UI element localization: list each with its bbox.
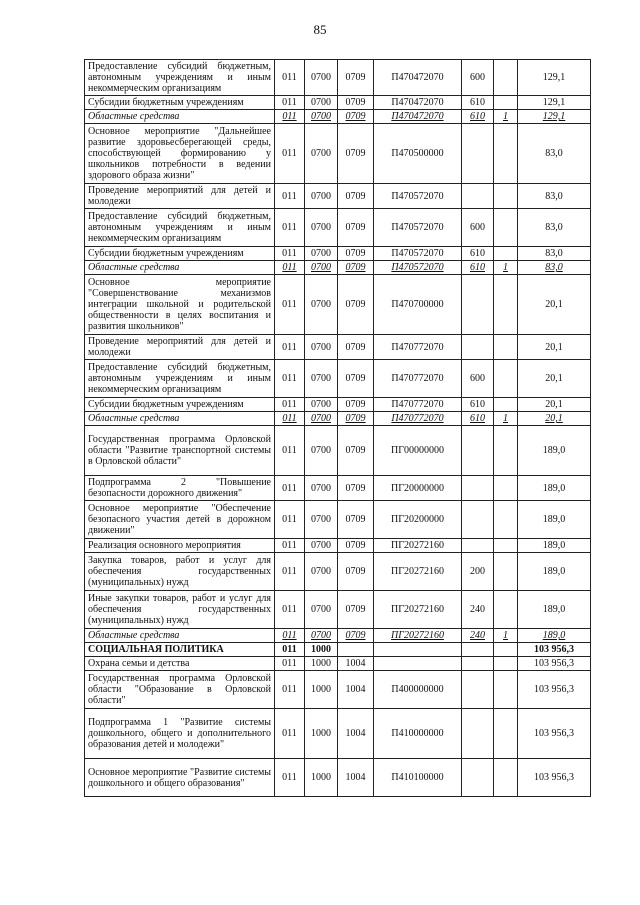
item-name-cell: Субсидии бюджетным учреждениям [85, 398, 275, 412]
subsection-code-cell: 0709 [338, 360, 374, 398]
section-code-cell: 0700 [305, 184, 338, 209]
table-row [85, 759, 591, 797]
target-article-cell: ПГ00000000 [374, 426, 462, 476]
amount-cell: 83,0 [518, 209, 591, 247]
grbs-code-cell: 011 [275, 759, 305, 797]
funding-source-cell [494, 709, 518, 759]
section-code-cell: 0700 [305, 275, 338, 335]
section-code-cell: 1000 [305, 759, 338, 797]
item-name-cell: Основное мероприятие "Развитие системы дошкольного и общего образования" [85, 759, 275, 797]
funding-source-cell [494, 360, 518, 398]
target-article-cell: ПГ20000000 [374, 476, 462, 501]
expense-type-cell [462, 759, 494, 797]
subsection-code-cell: 0709 [338, 629, 374, 643]
section-code-cell: 0700 [305, 539, 338, 553]
target-article-cell: П470472070 [374, 110, 462, 124]
expense-type-cell [462, 671, 494, 709]
funding-source-cell [494, 96, 518, 110]
target-article-cell: П470572070 [374, 209, 462, 247]
section-code-cell: 0700 [305, 412, 338, 426]
target-article-cell: П470472070 [374, 60, 462, 96]
section-code-cell: 1000 [305, 671, 338, 709]
grbs-code-cell: 011 [275, 643, 305, 657]
table-row [85, 476, 591, 501]
target-article-cell [374, 657, 462, 671]
expense-type-cell: 600 [462, 60, 494, 96]
funding-source-cell [494, 553, 518, 591]
funding-source-cell [494, 184, 518, 209]
table-row [85, 643, 591, 657]
section-code-cell: 0700 [305, 247, 338, 261]
subsection-code-cell: 0709 [338, 184, 374, 209]
table-row [85, 412, 591, 426]
expense-type-cell [462, 275, 494, 335]
amount-cell: 189,0 [518, 426, 591, 476]
expense-type-cell: 600 [462, 360, 494, 398]
target-article-cell: П470572070 [374, 184, 462, 209]
expense-type-cell: 610 [462, 96, 494, 110]
grbs-code-cell: 011 [275, 96, 305, 110]
table-row [85, 124, 591, 184]
section-code-cell: 0700 [305, 591, 338, 629]
expense-type-cell [462, 657, 494, 671]
subsection-code-cell: 0709 [338, 124, 374, 184]
subsection-code-cell: 0709 [338, 591, 374, 629]
funding-source-cell [494, 426, 518, 476]
funding-source-cell [494, 671, 518, 709]
amount-cell: 83,0 [518, 247, 591, 261]
table-row [85, 709, 591, 759]
target-article-cell: П470772070 [374, 360, 462, 398]
target-article-cell: П470772070 [374, 412, 462, 426]
grbs-code-cell: 011 [275, 124, 305, 184]
section-code-cell: 0700 [305, 124, 338, 184]
amount-cell: 20,1 [518, 360, 591, 398]
expense-type-cell: 610 [462, 247, 494, 261]
amount-cell: 103 956,3 [518, 759, 591, 797]
table-row [85, 275, 591, 335]
amount-cell: 129,1 [518, 96, 591, 110]
grbs-code-cell: 011 [275, 657, 305, 671]
expense-type-cell [462, 476, 494, 501]
funding-source-cell: 1 [494, 412, 518, 426]
item-name-cell: Субсидии бюджетным учреждениям [85, 247, 275, 261]
section-code-cell: 0700 [305, 335, 338, 360]
grbs-code-cell: 011 [275, 275, 305, 335]
section-code-cell: 1000 [305, 657, 338, 671]
subsection-code-cell: 0709 [338, 501, 374, 539]
item-name-cell: СОЦИАЛЬНАЯ ПОЛИТИКА [85, 643, 275, 657]
expense-type-cell: 610 [462, 398, 494, 412]
subsection-code-cell: 1004 [338, 759, 374, 797]
subsection-code-cell: 0709 [338, 261, 374, 275]
expense-type-cell [462, 539, 494, 553]
expense-type-cell [462, 709, 494, 759]
target-article-cell: ПГ20272160 [374, 553, 462, 591]
amount-cell: 103 956,3 [518, 709, 591, 759]
funding-source-cell [494, 501, 518, 539]
section-code-cell: 0700 [305, 501, 338, 539]
grbs-code-cell: 011 [275, 360, 305, 398]
item-name-cell: Основное мероприятие "Обеспечение безопасного участия детей в дорожном движении" [85, 501, 275, 539]
table-row [85, 60, 591, 96]
grbs-code-cell: 011 [275, 261, 305, 275]
section-code-cell: 0700 [305, 96, 338, 110]
funding-source-cell: 1 [494, 629, 518, 643]
amount-cell: 189,0 [518, 591, 591, 629]
expense-type-cell [462, 335, 494, 360]
amount-cell: 189,0 [518, 501, 591, 539]
item-name-cell: Областные средства [85, 412, 275, 426]
funding-source-cell [494, 539, 518, 553]
grbs-code-cell: 011 [275, 553, 305, 591]
subsection-code-cell: 0709 [338, 539, 374, 553]
target-article-cell: П470500000 [374, 124, 462, 184]
subsection-code-cell: 0709 [338, 60, 374, 96]
section-code-cell: 0700 [305, 261, 338, 275]
expense-type-cell: 240 [462, 629, 494, 643]
expense-type-cell [462, 643, 494, 657]
funding-source-cell [494, 247, 518, 261]
target-article-cell: П470572070 [374, 247, 462, 261]
item-name-cell: Проведение мероприятий для детей и молодежи [85, 184, 275, 209]
subsection-code-cell: 0709 [338, 426, 374, 476]
subsection-code-cell: 1004 [338, 657, 374, 671]
subsection-code-cell: 0709 [338, 275, 374, 335]
target-article-cell: ПГ20272160 [374, 629, 462, 643]
subsection-code-cell: 1004 [338, 671, 374, 709]
item-name-cell: Субсидии бюджетным учреждениям [85, 96, 275, 110]
funding-source-cell [494, 275, 518, 335]
section-code-cell: 0700 [305, 629, 338, 643]
amount-cell: 189,0 [518, 553, 591, 591]
section-code-cell: 1000 [305, 709, 338, 759]
amount-cell: 103 956,3 [518, 657, 591, 671]
funding-source-cell [494, 124, 518, 184]
amount-cell: 103 956,3 [518, 671, 591, 709]
subsection-code-cell: 0709 [338, 209, 374, 247]
item-name-cell: Государственная программа Орловской области "Развитие транспортной системы в Орловской области" [85, 426, 275, 476]
funding-source-cell [494, 591, 518, 629]
funding-source-cell [494, 476, 518, 501]
table-row [85, 657, 591, 671]
subsection-code-cell: 0709 [338, 412, 374, 426]
table-row [85, 671, 591, 709]
subsection-code-cell: 0709 [338, 110, 374, 124]
target-article-cell: П470700000 [374, 275, 462, 335]
grbs-code-cell: 011 [275, 476, 305, 501]
funding-source-cell [494, 657, 518, 671]
section-code-cell: 0700 [305, 209, 338, 247]
target-article-cell: П410000000 [374, 709, 462, 759]
amount-cell: 20,1 [518, 275, 591, 335]
table-row [85, 501, 591, 539]
target-article-cell: П470772070 [374, 398, 462, 412]
item-name-cell: Предоставление субсидий бюджетным, автономным учреждениям и иным некоммерческим организациям [85, 360, 275, 398]
subsection-code-cell: 0709 [338, 398, 374, 412]
item-name-cell: Основное мероприятие "Совершенствование механизмов интеграции школьной и родительской общественности в целях воспитания и развития школьников" [85, 275, 275, 335]
table-row [85, 591, 591, 629]
section-code-cell: 0700 [305, 360, 338, 398]
amount-cell: 129,1 [518, 60, 591, 96]
amount-cell: 20,1 [518, 335, 591, 360]
section-code-cell: 0700 [305, 476, 338, 501]
expense-type-cell: 610 [462, 110, 494, 124]
grbs-code-cell: 011 [275, 335, 305, 360]
table-row [85, 360, 591, 398]
grbs-code-cell: 011 [275, 398, 305, 412]
target-article-cell: П400000000 [374, 671, 462, 709]
table-row [85, 335, 591, 360]
funding-source-cell [494, 335, 518, 360]
funding-source-cell [494, 209, 518, 247]
target-article-cell: П410100000 [374, 759, 462, 797]
item-name-cell: Подпрограмма 2 "Повышение безопасности дорожного движения" [85, 476, 275, 501]
section-code-cell: 0700 [305, 398, 338, 412]
amount-cell: 189,0 [518, 539, 591, 553]
grbs-code-cell: 011 [275, 184, 305, 209]
grbs-code-cell: 011 [275, 709, 305, 759]
target-article-cell: ПГ20272160 [374, 539, 462, 553]
expense-type-cell: 610 [462, 412, 494, 426]
expense-type-cell [462, 501, 494, 539]
table-row [85, 209, 591, 247]
budget-table-body [85, 60, 591, 797]
funding-source-cell [494, 398, 518, 412]
amount-cell: 189,0 [518, 476, 591, 501]
table-row [85, 261, 591, 275]
section-code-cell: 0700 [305, 426, 338, 476]
item-name-cell: Основное мероприятие "Дальнейшее развитие здоровьесберегающей среды, способствующей формированию у школьников потребности в ведении здорового образа жизни" [85, 124, 275, 184]
grbs-code-cell: 011 [275, 426, 305, 476]
grbs-code-cell: 011 [275, 110, 305, 124]
item-name-cell: Иные закупки товаров, работ и услуг для обеспечения государственных (муниципальных) нужд [85, 591, 275, 629]
target-article-cell: П470472070 [374, 96, 462, 110]
item-name-cell: Областные средства [85, 110, 275, 124]
amount-cell: 20,1 [518, 412, 591, 426]
expense-type-cell [462, 184, 494, 209]
amount-cell: 83,0 [518, 124, 591, 184]
item-name-cell: Областные средства [85, 261, 275, 275]
subsection-code-cell: 0709 [338, 96, 374, 110]
expense-type-cell: 610 [462, 261, 494, 275]
section-code-cell: 1000 [305, 643, 338, 657]
funding-source-cell [494, 759, 518, 797]
amount-cell: 20,1 [518, 398, 591, 412]
subsection-code-cell: 0709 [338, 335, 374, 360]
target-article-cell: ПГ20272160 [374, 591, 462, 629]
table-row [85, 96, 591, 110]
amount-cell: 103 956,3 [518, 643, 591, 657]
grbs-code-cell: 011 [275, 412, 305, 426]
target-article-cell: ПГ20200000 [374, 501, 462, 539]
item-name-cell: Реализация основного мероприятия [85, 539, 275, 553]
funding-source-cell [494, 60, 518, 96]
funding-source-cell: 1 [494, 110, 518, 124]
expense-type-cell [462, 124, 494, 184]
grbs-code-cell: 011 [275, 671, 305, 709]
table-row [85, 553, 591, 591]
table-row [85, 629, 591, 643]
amount-cell: 189,0 [518, 629, 591, 643]
amount-cell: 83,0 [518, 184, 591, 209]
page-number: 85 [313, 22, 327, 37]
item-name-cell: Проведение мероприятий для детей и молодежи [85, 335, 275, 360]
subsection-code-cell: 0709 [338, 476, 374, 501]
grbs-code-cell: 011 [275, 591, 305, 629]
item-name-cell: Охрана семьи и детства [85, 657, 275, 671]
expense-type-cell [462, 426, 494, 476]
subsection-code-cell [338, 643, 374, 657]
table-row [85, 110, 591, 124]
amount-cell: 129,1 [518, 110, 591, 124]
expense-type-cell: 240 [462, 591, 494, 629]
item-name-cell: Закупка товаров, работ и услуг для обеспечения государственных (муниципальных) нужд [85, 553, 275, 591]
section-code-cell: 0700 [305, 60, 338, 96]
table-row [85, 184, 591, 209]
expense-type-cell: 600 [462, 209, 494, 247]
item-name-cell: Государственная программа Орловской области "Образование в Орловской области" [85, 671, 275, 709]
target-article-cell: П470572070 [374, 261, 462, 275]
grbs-code-cell: 011 [275, 629, 305, 643]
target-article-cell [374, 643, 462, 657]
grbs-code-cell: 011 [275, 501, 305, 539]
amount-cell: 83,0 [518, 261, 591, 275]
table-row [85, 539, 591, 553]
section-code-cell: 0700 [305, 110, 338, 124]
subsection-code-cell: 1004 [338, 709, 374, 759]
grbs-code-cell: 011 [275, 247, 305, 261]
section-code-cell: 0700 [305, 553, 338, 591]
item-name-cell: Подпрограмма 1 "Развитие системы дошкольного, общего и дополнительного образования детей и молодежи" [85, 709, 275, 759]
grbs-code-cell: 011 [275, 209, 305, 247]
grbs-code-cell: 011 [275, 539, 305, 553]
funding-source-cell [494, 643, 518, 657]
funding-source-cell: 1 [494, 261, 518, 275]
budget-table [84, 59, 591, 797]
item-name-cell: Предоставление субсидий бюджетным, автономным учреждениям и иным некоммерческим организациям [85, 60, 275, 96]
target-article-cell: П470772070 [374, 335, 462, 360]
expense-type-cell: 200 [462, 553, 494, 591]
table-row [85, 247, 591, 261]
subsection-code-cell: 0709 [338, 247, 374, 261]
table-row [85, 426, 591, 476]
subsection-code-cell: 0709 [338, 553, 374, 591]
table-row [85, 398, 591, 412]
item-name-cell: Областные средства [85, 629, 275, 643]
item-name-cell: Предоставление субсидий бюджетным, автономным учреждениям и иным некоммерческим организациям [85, 209, 275, 247]
grbs-code-cell: 011 [275, 60, 305, 96]
